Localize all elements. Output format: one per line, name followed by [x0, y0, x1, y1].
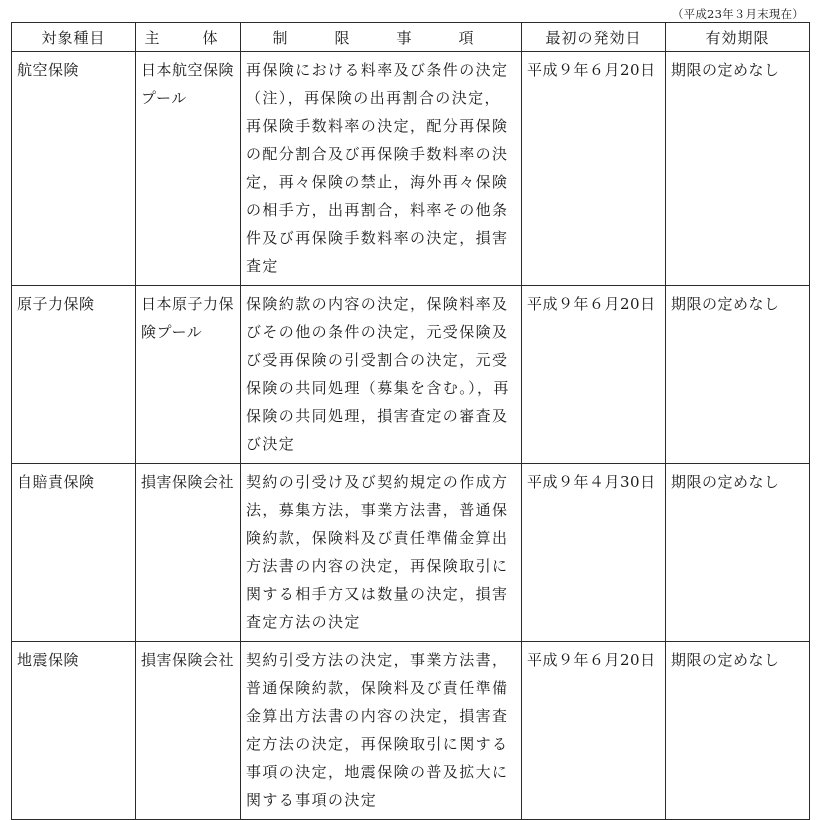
cell-scope: 契約の引受け及び契約規定の作成方法，募集方法，事業方法書，普通保険約款，保険料及び責任準備金算出方法書の内容の決定，再保険取引に関する相手方又は数量の決定，損害査定方法の決定	[241, 464, 522, 642]
table-row	[12, 642, 810, 820]
cell-validity: 期限の定めなし	[666, 642, 810, 820]
cell-category: 地震保険	[12, 642, 136, 820]
cell-entity: 日本航空保険プール	[136, 52, 241, 286]
cell-first-effective: 平成９年４月30日	[522, 464, 666, 642]
table-row	[12, 52, 810, 286]
restriction-table	[11, 22, 810, 820]
header-entity: 主 体	[136, 23, 241, 52]
header-scope: 制 限 事 項	[241, 23, 522, 52]
cell-entity: 損害保険会社	[136, 642, 241, 820]
cell-scope: 契約引受方法の決定，事業方法書，普通保険約款，保険料及び責任準備金算出方法書の内容の決定，損害査定方法の決定，再保険取引に関する事項の決定，地震保険の普及拡大に関する事項の決定	[241, 642, 522, 820]
cell-validity: 期限の定めなし	[666, 52, 810, 286]
cell-entity: 日本原子力保険プール	[136, 286, 241, 464]
cell-category: 原子力保険	[12, 286, 136, 464]
table-row	[12, 286, 810, 464]
header-category: 対象種目	[12, 23, 136, 52]
header-validity: 有効期限	[666, 23, 810, 52]
as-of-note: （平成23年３月末現在）	[671, 7, 804, 21]
cell-category: 自賠責保険	[12, 464, 136, 642]
cell-entity: 損害保険会社	[136, 464, 241, 642]
cell-validity: 期限の定めなし	[666, 464, 810, 642]
header-first-effective: 最初の発効日	[522, 23, 666, 52]
cell-validity: 期限の定めなし	[666, 286, 810, 464]
cell-category: 航空保険	[12, 52, 136, 286]
cell-scope: 再保険における料率及び条件の決定（注），再保険の出再割合の決定，再保険手数料率の決定，配分再保険の配分割合及び再保険手数料率の決定，再々保険の禁止，海外再々保険の相手方，出再割合，料率その他条件及び再保険手数料率の決定，損害査定	[241, 52, 522, 286]
cell-first-effective: 平成９年６月20日	[522, 52, 666, 286]
cell-scope: 保険約款の内容の決定，保険料率及びその他の条件の決定，元受保険及び受再保険の引受割合の決定，元受保険の共同処理（募集を含む。），再保険の共同処理，損害査定の審査及び決定	[241, 286, 522, 464]
cell-first-effective: 平成９年６月20日	[522, 286, 666, 464]
header-row	[12, 23, 810, 52]
cell-first-effective: 平成９年６月20日	[522, 642, 666, 820]
table-row	[12, 464, 810, 642]
